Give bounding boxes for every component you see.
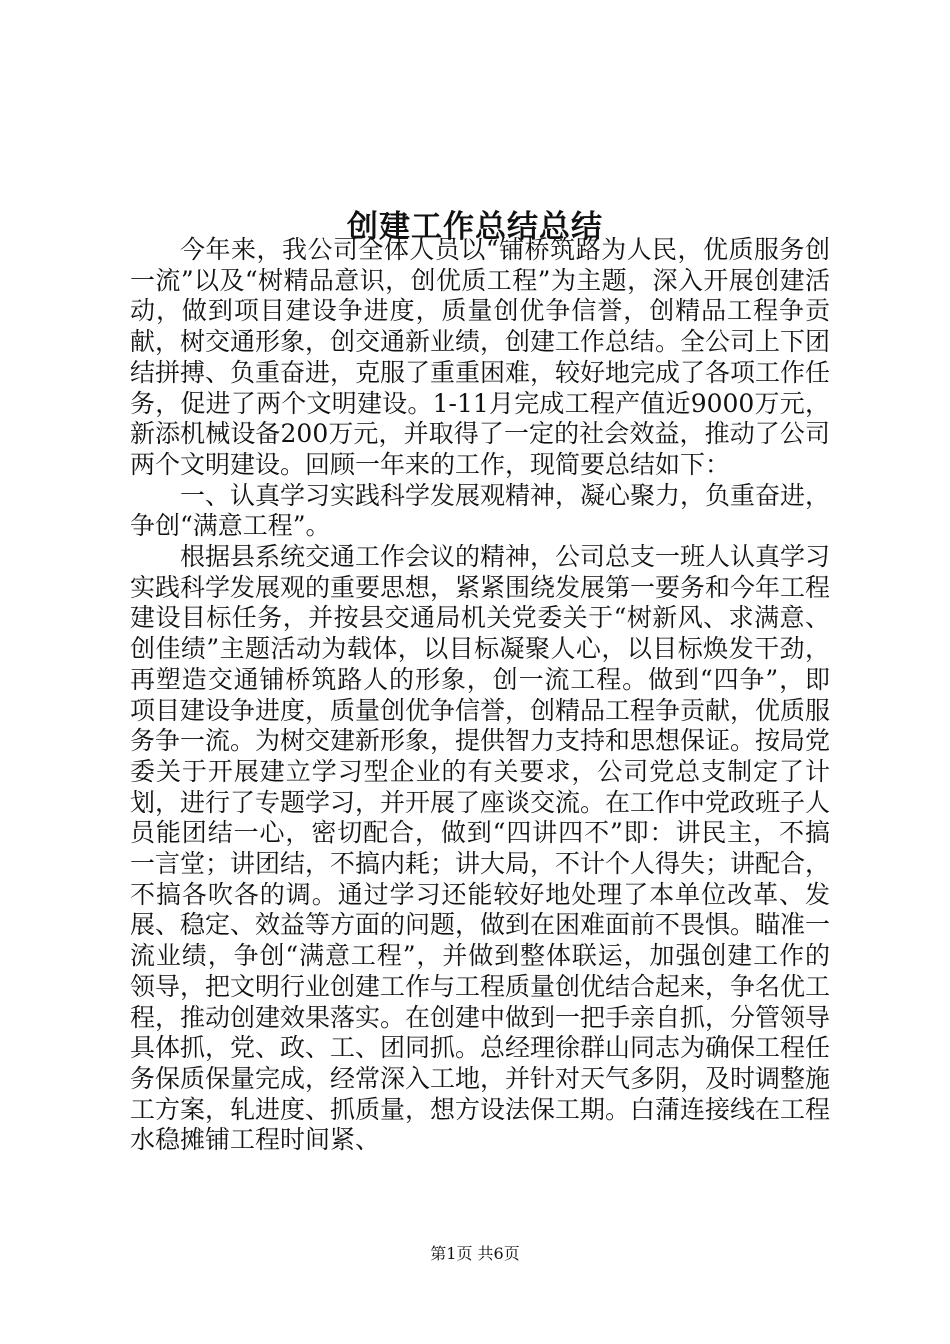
- document-body: [130, 235, 830, 1156]
- paragraph-intro: 今年来，我公司全体人员以“铺桥筑路为人民，优质服务创一流”以及“树精品意识，创优质工程”为主题，深入开展创建活动，做到项目建设争进度，质量创优争信誉，创精品工程争贡献，树交通形象，创交通新业绩，创建工作总结。全公司上下团结拼搏、负重奋进，克服了重重困难，较好地完成了各项工作任务，促进了两个文明建设。1-11月完成工程产值近9000万元，新添机械设备200万元，并取得了一定的社会效益，推动了公司两个文明建设。回顾一年来的工作，现简要总结如下：: [130, 235, 831, 479]
- page-footer: 第1页 共6页: [430, 1244, 520, 1263]
- document-title: 创建工作总结总结: [347, 208, 603, 245]
- paragraph-section-heading: 一、认真学习实践科学发展观精神，凝心聚力，负重奋进，争创“满意工程”。: [130, 480, 831, 541]
- paragraph-section-body: 根据县系统交通工作会议的精神，公司总支一班人认真学习实践科学发展观的重要思想，紧紧围绕发展第一要务和今年工程建设目标任务，并按县交通局机关党委关于“树新风、求满意、创佳绩”主题活动为载体，以目标凝聚人心，以目标焕发干劲，再塑造交通铺桥筑路人的形象，创一流工程。做到“四争”，即项目建设争进度，质量创优争信誉，创精品工程争贡献，优质服务争一流。为树交建新形象，提供智力支持和思想保证。按局党委关于开展建立学习型企业的有关要求，公司党总支制定了计划，进行了专题学习，并开展了座谈交流。在工作中党政班子人员能团结一心，密切配合，做到“四讲四不”即：讲民主，不搞一言堂；讲团结，不搞内耗；讲大局，不计个人得失；讲配合，不搞各吹各的调。通过学习还能较好地处理了本单位改革、发展、稳定、效益等方面的问题，做到在困难面前不畏惧。瞄准一流业绩，争创“满意工程”，并做到整体联运，加强创建工作的领导，把文明行业创建工作与工程质量创优结合起来，争名优工程，推动创建效果落实。在创建中做到一把手亲自抓，分管领导具体抓，党、政、工、团同抓。总经理徐群山同志为确保工程任务保质保量完成，经常深入工地，并针对天气多阴，及时调整施工方案，轧进度、抓质量，想方设法保工期。白蒲连接线在工程水稳摊铺工程时间紧、: [130, 542, 831, 1155]
